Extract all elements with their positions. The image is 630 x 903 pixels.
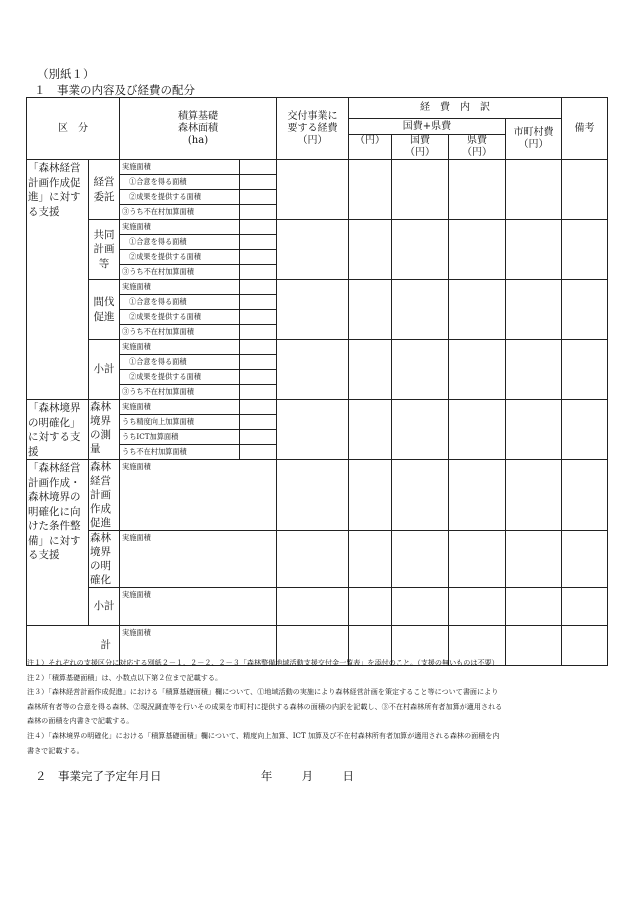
kokuhi-cell[interactable] bbox=[392, 220, 449, 280]
subcategory-keiei-keikaku: 森林経営計画作成促進 bbox=[89, 460, 120, 531]
row-label-goui: ①合意を得る面積 bbox=[120, 295, 240, 310]
row-label-goui: ①合意を得る面積 bbox=[120, 235, 240, 250]
header-kenhi bbox=[449, 135, 506, 160]
area-value-cell[interactable] bbox=[240, 400, 277, 415]
note-4: 注４）「森林境界の明確化」における「積算基礎面積」欄について、精度向上加算、ICT 加算及び不在村森林所有者加算が適用される森林の面積を内 bbox=[27, 730, 500, 740]
subcategory-kyokai-sokuryo: 森林境界の測量 bbox=[89, 400, 120, 460]
subcategory-kyokai-meikaku: 森林境界の明確化 bbox=[89, 531, 120, 588]
note-3-cont: 森林所有者等の合意を得る森林、②現況調査等を行いその成果を市町村に提供する森林の面積の内訳を記載し、③不在村森林所有者加算が適用される bbox=[27, 701, 503, 711]
row-label-fuzai: ③うち不在村加算面積 bbox=[120, 385, 240, 400]
koufu-cell[interactable] bbox=[277, 588, 349, 626]
category-boundary: 「森林境界の明確化」に対する支援 bbox=[27, 400, 89, 460]
shichoson-cell[interactable] bbox=[506, 220, 562, 280]
header-koufu-line2: 要する経費 bbox=[287, 122, 338, 134]
subcategory-shokei: 小計 bbox=[89, 340, 120, 400]
kokuhi-kenhi-cell[interactable] bbox=[349, 220, 392, 280]
header-area-line2: 森林面積 bbox=[178, 122, 218, 134]
subcategory-kyodo-keikaku: 共同計画等 bbox=[89, 220, 120, 280]
date-year-label: 年 bbox=[260, 769, 273, 783]
shichoson-cell[interactable] bbox=[506, 340, 562, 400]
header-shichoson-label: 市町村費 bbox=[513, 127, 554, 138]
kokuhi-cell[interactable] bbox=[392, 160, 449, 220]
kenhi-cell[interactable] bbox=[449, 160, 506, 220]
header-kenhi-unit: （円） bbox=[462, 147, 492, 158]
koufu-cell[interactable] bbox=[277, 460, 349, 531]
header-koufu-line3: （円） bbox=[297, 134, 328, 146]
koufu-cell[interactable] bbox=[277, 160, 349, 220]
kenhi-cell[interactable] bbox=[449, 460, 506, 531]
bikou-cell[interactable] bbox=[562, 460, 608, 531]
subcategory-keiei-itaku: 経営委託 bbox=[89, 160, 120, 220]
section2 bbox=[35, 768, 354, 784]
row-label-jisshi: 実施面積 bbox=[120, 280, 240, 295]
row-label-seika: ②成果を提供する面積 bbox=[120, 250, 240, 265]
header-area bbox=[120, 98, 277, 160]
area-value-cell[interactable] bbox=[240, 235, 277, 250]
koufu-cell[interactable] bbox=[277, 220, 349, 280]
area-value-cell[interactable] bbox=[240, 265, 277, 280]
kenhi-cell[interactable] bbox=[449, 588, 506, 626]
kokuhi-cell[interactable] bbox=[392, 460, 449, 531]
row-label-jisshi: 実施面積 bbox=[120, 531, 277, 588]
header-kubun: 区 分 bbox=[27, 98, 120, 160]
kokuhi-cell[interactable] bbox=[392, 400, 449, 460]
area-value-cell[interactable] bbox=[240, 445, 277, 460]
subcategory-kanbatsu: 間伐促進 bbox=[89, 280, 120, 340]
shichoson-cell[interactable] bbox=[506, 400, 562, 460]
area-value-cell[interactable] bbox=[240, 370, 277, 385]
date-month-label: 月 bbox=[301, 769, 314, 783]
row-label-jisshi: 実施面積 bbox=[120, 460, 277, 531]
area-value-cell[interactable] bbox=[240, 340, 277, 355]
row-label-goui: ①合意を得る面積 bbox=[120, 355, 240, 370]
row-label-fuzai: ③うち不在村加算面積 bbox=[120, 205, 240, 220]
area-value-cell[interactable] bbox=[240, 310, 277, 325]
budget-table bbox=[26, 97, 608, 666]
section1-title: １ 事業の内容及び経費の配分 bbox=[34, 83, 195, 97]
attachment-label: （別紙１） bbox=[37, 67, 95, 81]
shichoson-cell[interactable] bbox=[506, 160, 562, 220]
row-label-goui: ①合意を得る面積 bbox=[120, 175, 240, 190]
note-1: 注１）それぞれの支援区分に対応する別紙２－１、２－２、２－３「森林整備地域活動支援交付金一覧表」を添付のこと。（支援の無いものは不要） bbox=[27, 658, 499, 667]
area-value-cell[interactable] bbox=[240, 295, 277, 310]
header-kokuhi-unit: （円） bbox=[405, 147, 435, 158]
kokuhi-kenhi-cell[interactable] bbox=[349, 460, 392, 531]
shichoson-cell[interactable] bbox=[506, 588, 562, 626]
shichoson-cell[interactable] bbox=[506, 280, 562, 340]
area-value-cell[interactable] bbox=[240, 220, 277, 235]
row-label-seido: うち精度向上加算面積 bbox=[120, 415, 240, 430]
header-kokuhi-kenhi: 国費+県費 bbox=[349, 119, 506, 135]
header-kenhi-label: 県費 bbox=[467, 135, 487, 146]
row-label-jisshi: 実施面積 bbox=[120, 400, 240, 415]
row-label-jisshi: 実施面積 bbox=[120, 160, 240, 175]
area-value-cell[interactable] bbox=[240, 430, 277, 445]
header-keihi-naiyaku: 経 費 内 訳 bbox=[349, 98, 562, 119]
koufu-cell[interactable] bbox=[277, 400, 349, 460]
subcategory-shokei2: 小計 bbox=[89, 588, 120, 626]
total-label: 計 bbox=[27, 626, 120, 666]
notes bbox=[27, 656, 607, 758]
note-4-cont: 書きで記載する。 bbox=[27, 745, 84, 755]
area-value-cell[interactable] bbox=[240, 250, 277, 265]
row-label-seika: ②成果を提供する面積 bbox=[120, 190, 240, 205]
kokuhi-cell[interactable] bbox=[392, 531, 449, 588]
koufu-cell[interactable] bbox=[277, 531, 349, 588]
kokuhi-kenhi-cell[interactable] bbox=[349, 400, 392, 460]
kenhi-cell[interactable] bbox=[449, 220, 506, 280]
row-label-fuzai: ③うち不在村加算面積 bbox=[120, 325, 240, 340]
kokuhi-kenhi-cell[interactable] bbox=[349, 160, 392, 220]
kenhi-cell[interactable] bbox=[449, 531, 506, 588]
bikou-cell[interactable] bbox=[562, 280, 608, 340]
header-area-line1: 積算基礎 bbox=[178, 110, 218, 122]
area-value-cell[interactable] bbox=[240, 280, 277, 295]
row-label-ict: うちICT加算面積 bbox=[120, 430, 240, 445]
row-label-seika: ②成果を提供する面積 bbox=[120, 370, 240, 385]
header-shichoson bbox=[506, 119, 562, 160]
koufu-cell[interactable] bbox=[277, 280, 349, 340]
kokuhi-kenhi-cell[interactable] bbox=[349, 531, 392, 588]
header-kokuhi-kenhi-unit: （円） bbox=[349, 135, 392, 160]
header-bikou: 備考 bbox=[562, 98, 608, 160]
row-label-jisshi: 実施面積 bbox=[120, 588, 277, 626]
kokuhi-kenhi-cell[interactable] bbox=[349, 588, 392, 626]
note-3-cont: 森林の面積を内書きで記載する。 bbox=[27, 716, 134, 726]
area-value-cell[interactable] bbox=[240, 160, 277, 175]
category-plan: 「森林経営計画作成促進」に対する支援 bbox=[27, 160, 89, 400]
kokuhi-kenhi-cell[interactable] bbox=[349, 340, 392, 400]
area-value-cell[interactable] bbox=[240, 385, 277, 400]
header-shichoson-unit: （円） bbox=[518, 139, 549, 150]
area-value-cell[interactable] bbox=[240, 325, 277, 340]
area-value-cell[interactable] bbox=[240, 190, 277, 205]
shichoson-cell[interactable] bbox=[506, 460, 562, 531]
row-label-jisshi: 実施面積 bbox=[120, 340, 240, 355]
header-kokuhi-label: 国費 bbox=[410, 135, 430, 146]
header-koufu-line1: 交付事業に bbox=[287, 110, 338, 122]
kenhi-cell[interactable] bbox=[449, 280, 506, 340]
area-value-cell[interactable] bbox=[240, 355, 277, 370]
section2-title: ２ 事業完了予定年月日 bbox=[35, 769, 162, 783]
kokuhi-kenhi-cell[interactable] bbox=[349, 280, 392, 340]
kokuhi-cell[interactable] bbox=[392, 588, 449, 626]
note-2: 注２）「積算基礎面積」は、小数点以下第２位まで記載する。 bbox=[27, 672, 223, 682]
row-label-fuzai: ③うち不在村加算面積 bbox=[120, 265, 240, 280]
koufu-cell[interactable] bbox=[277, 340, 349, 400]
bikou-cell[interactable] bbox=[562, 588, 608, 626]
area-value-cell[interactable] bbox=[240, 175, 277, 190]
header-kokuhi bbox=[392, 135, 449, 160]
header-area-line3: (ha) bbox=[187, 134, 209, 146]
bikou-cell[interactable] bbox=[562, 160, 608, 220]
area-value-cell[interactable] bbox=[240, 415, 277, 430]
date-day-label: 日 bbox=[342, 769, 354, 783]
row-label-jisshi: 実施面積 bbox=[120, 220, 240, 235]
note-3: 注３）「森林経営計画作成促進」における「積算基礎面積」欄について、①地域活動の実施により森林経営計画を策定すること等について書面により bbox=[27, 687, 499, 697]
header-koufu bbox=[277, 98, 349, 160]
category-conditions: 「森林経営計画作成・森林境界の明確化に向けた条件整備」に対する支援 bbox=[27, 460, 89, 626]
area-value-cell[interactable] bbox=[240, 205, 277, 220]
bikou-cell[interactable] bbox=[562, 220, 608, 280]
kokuhi-cell[interactable] bbox=[392, 340, 449, 400]
row-label-fuzai2: うち不在村加算面積 bbox=[120, 445, 240, 460]
kenhi-cell[interactable] bbox=[449, 400, 506, 460]
shichoson-cell[interactable] bbox=[506, 531, 562, 588]
kenhi-cell[interactable] bbox=[449, 340, 506, 400]
row-label-seika: ②成果を提供する面積 bbox=[120, 310, 240, 325]
row-label-jisshi: 実施面積 bbox=[120, 626, 277, 666]
bikou-cell[interactable] bbox=[562, 531, 608, 588]
kokuhi-cell[interactable] bbox=[392, 280, 449, 340]
bikou-cell[interactable] bbox=[562, 340, 608, 400]
bikou-cell[interactable] bbox=[562, 400, 608, 460]
